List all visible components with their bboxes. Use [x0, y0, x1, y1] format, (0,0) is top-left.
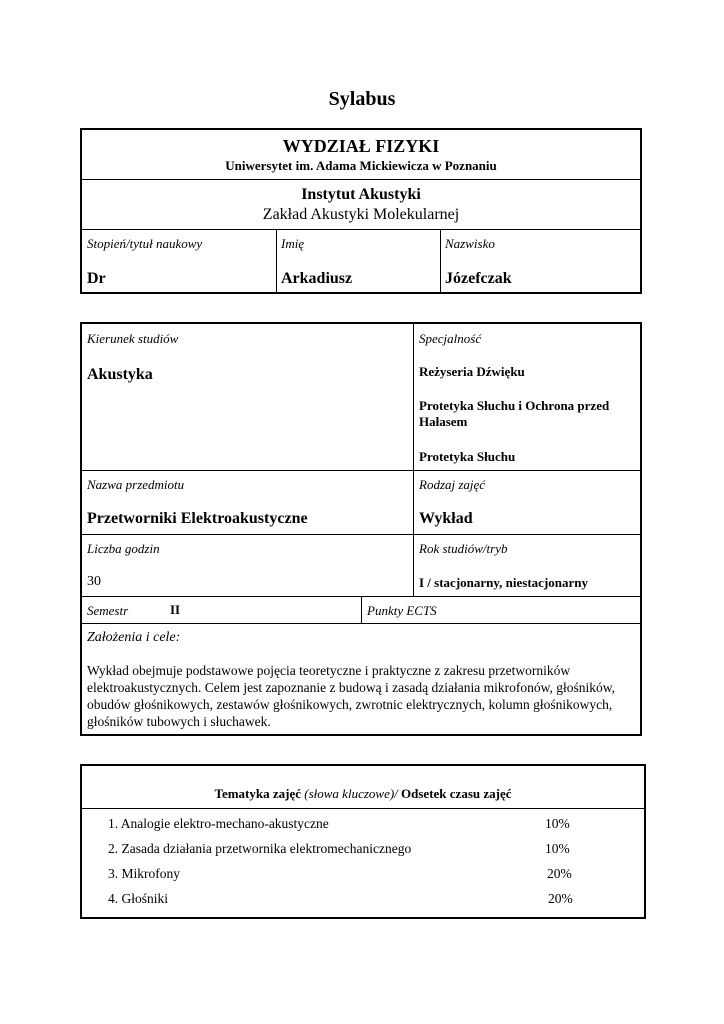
lastname-value: Józefczak	[445, 270, 512, 287]
goals-text: Wykład obejmuje podstawowe pojęcia teoretyczne i praktyczne z zakresu przetworników elektroakustycznych. Celem jest zapoznanie z budową i zasadą działania mikrofonów, głośników, obudów głośnikowych, zestawów głośnikowych, zwrotnic elektrycznych, kolumn głośnikowych, głośników tubowych i słuchawek.	[87, 663, 615, 729]
spec-label: Specjalność	[419, 331, 482, 346]
semester-label: Semestr	[87, 603, 129, 618]
university-name: Uniwersytet im. Adama Mickiewicza w Poznaniu	[225, 158, 497, 173]
degree-value: Dr	[87, 270, 106, 287]
firstname-label: Imię	[281, 236, 305, 251]
topics-box	[80, 764, 646, 919]
year-label: Rok studiów/tryb	[419, 541, 508, 556]
spec-item: Protetyka Słuchu i Ochrona przed Hałasem	[419, 398, 610, 429]
type-value: Wykład	[419, 510, 473, 527]
faculty-name: WYDZIAŁ FIZYKI	[282, 136, 440, 156]
topic-pct: 10%	[545, 841, 570, 856]
field-label: Kierunek studiów	[87, 331, 179, 346]
hours-value: 30	[87, 574, 101, 589]
year-value: I / stacjonarny, niestacjonarny	[419, 575, 588, 590]
topic-row	[108, 891, 578, 907]
lastname-label: Nazwisko	[445, 236, 495, 251]
spec-item: Reżyseria Dźwięku	[419, 364, 525, 379]
faculty-box	[80, 128, 642, 294]
type-label: Rodzaj zajęć	[419, 477, 486, 492]
topic-name: 1. Analogie elektro-mechano-akustyczne	[108, 816, 329, 831]
topic-pct: 20%	[548, 891, 573, 906]
topic-name: 2. Zasada działania przetwornika elektromechanicznego	[108, 841, 412, 856]
spec-item: Protetyka Słuchu	[419, 449, 516, 464]
topics-header-title: Tematyka zajęć	[214, 786, 302, 801]
goals-label: Założenia i cele:	[87, 630, 181, 645]
course-name-value: Przetworniki Elektroakustyczne	[87, 510, 308, 527]
topic-row	[108, 816, 578, 832]
topic-name: 4. Głośniki	[108, 891, 169, 906]
page-title: Sylabus	[328, 88, 396, 110]
course-box	[80, 322, 642, 736]
topic-pct: 10%	[545, 816, 570, 831]
institute-name: Instytut Akustyki	[301, 186, 421, 203]
degree-label: Stopień/tytuł naukowy	[87, 236, 203, 251]
department-name: Zakład Akustyki Molekularnej	[262, 206, 460, 223]
topics-header	[82, 786, 644, 802]
hours-label: Liczba godzin	[87, 541, 160, 556]
field-value: Akustyka	[87, 366, 153, 383]
topics-header-keywords: (słowa kluczowe)/	[304, 786, 398, 801]
semester-value: II	[170, 602, 181, 617]
topic-pct: 20%	[547, 866, 572, 881]
ects-label: Punkty ECTS	[367, 603, 437, 618]
topic-name: 3. Mikrofony	[108, 866, 180, 881]
topic-row	[108, 866, 578, 882]
topic-row	[108, 841, 578, 857]
topics-header-time: Odsetek czasu zajęć	[401, 786, 512, 801]
course-name-label: Nazwa przedmiotu	[87, 477, 185, 492]
firstname-value: Arkadiusz	[281, 270, 353, 287]
